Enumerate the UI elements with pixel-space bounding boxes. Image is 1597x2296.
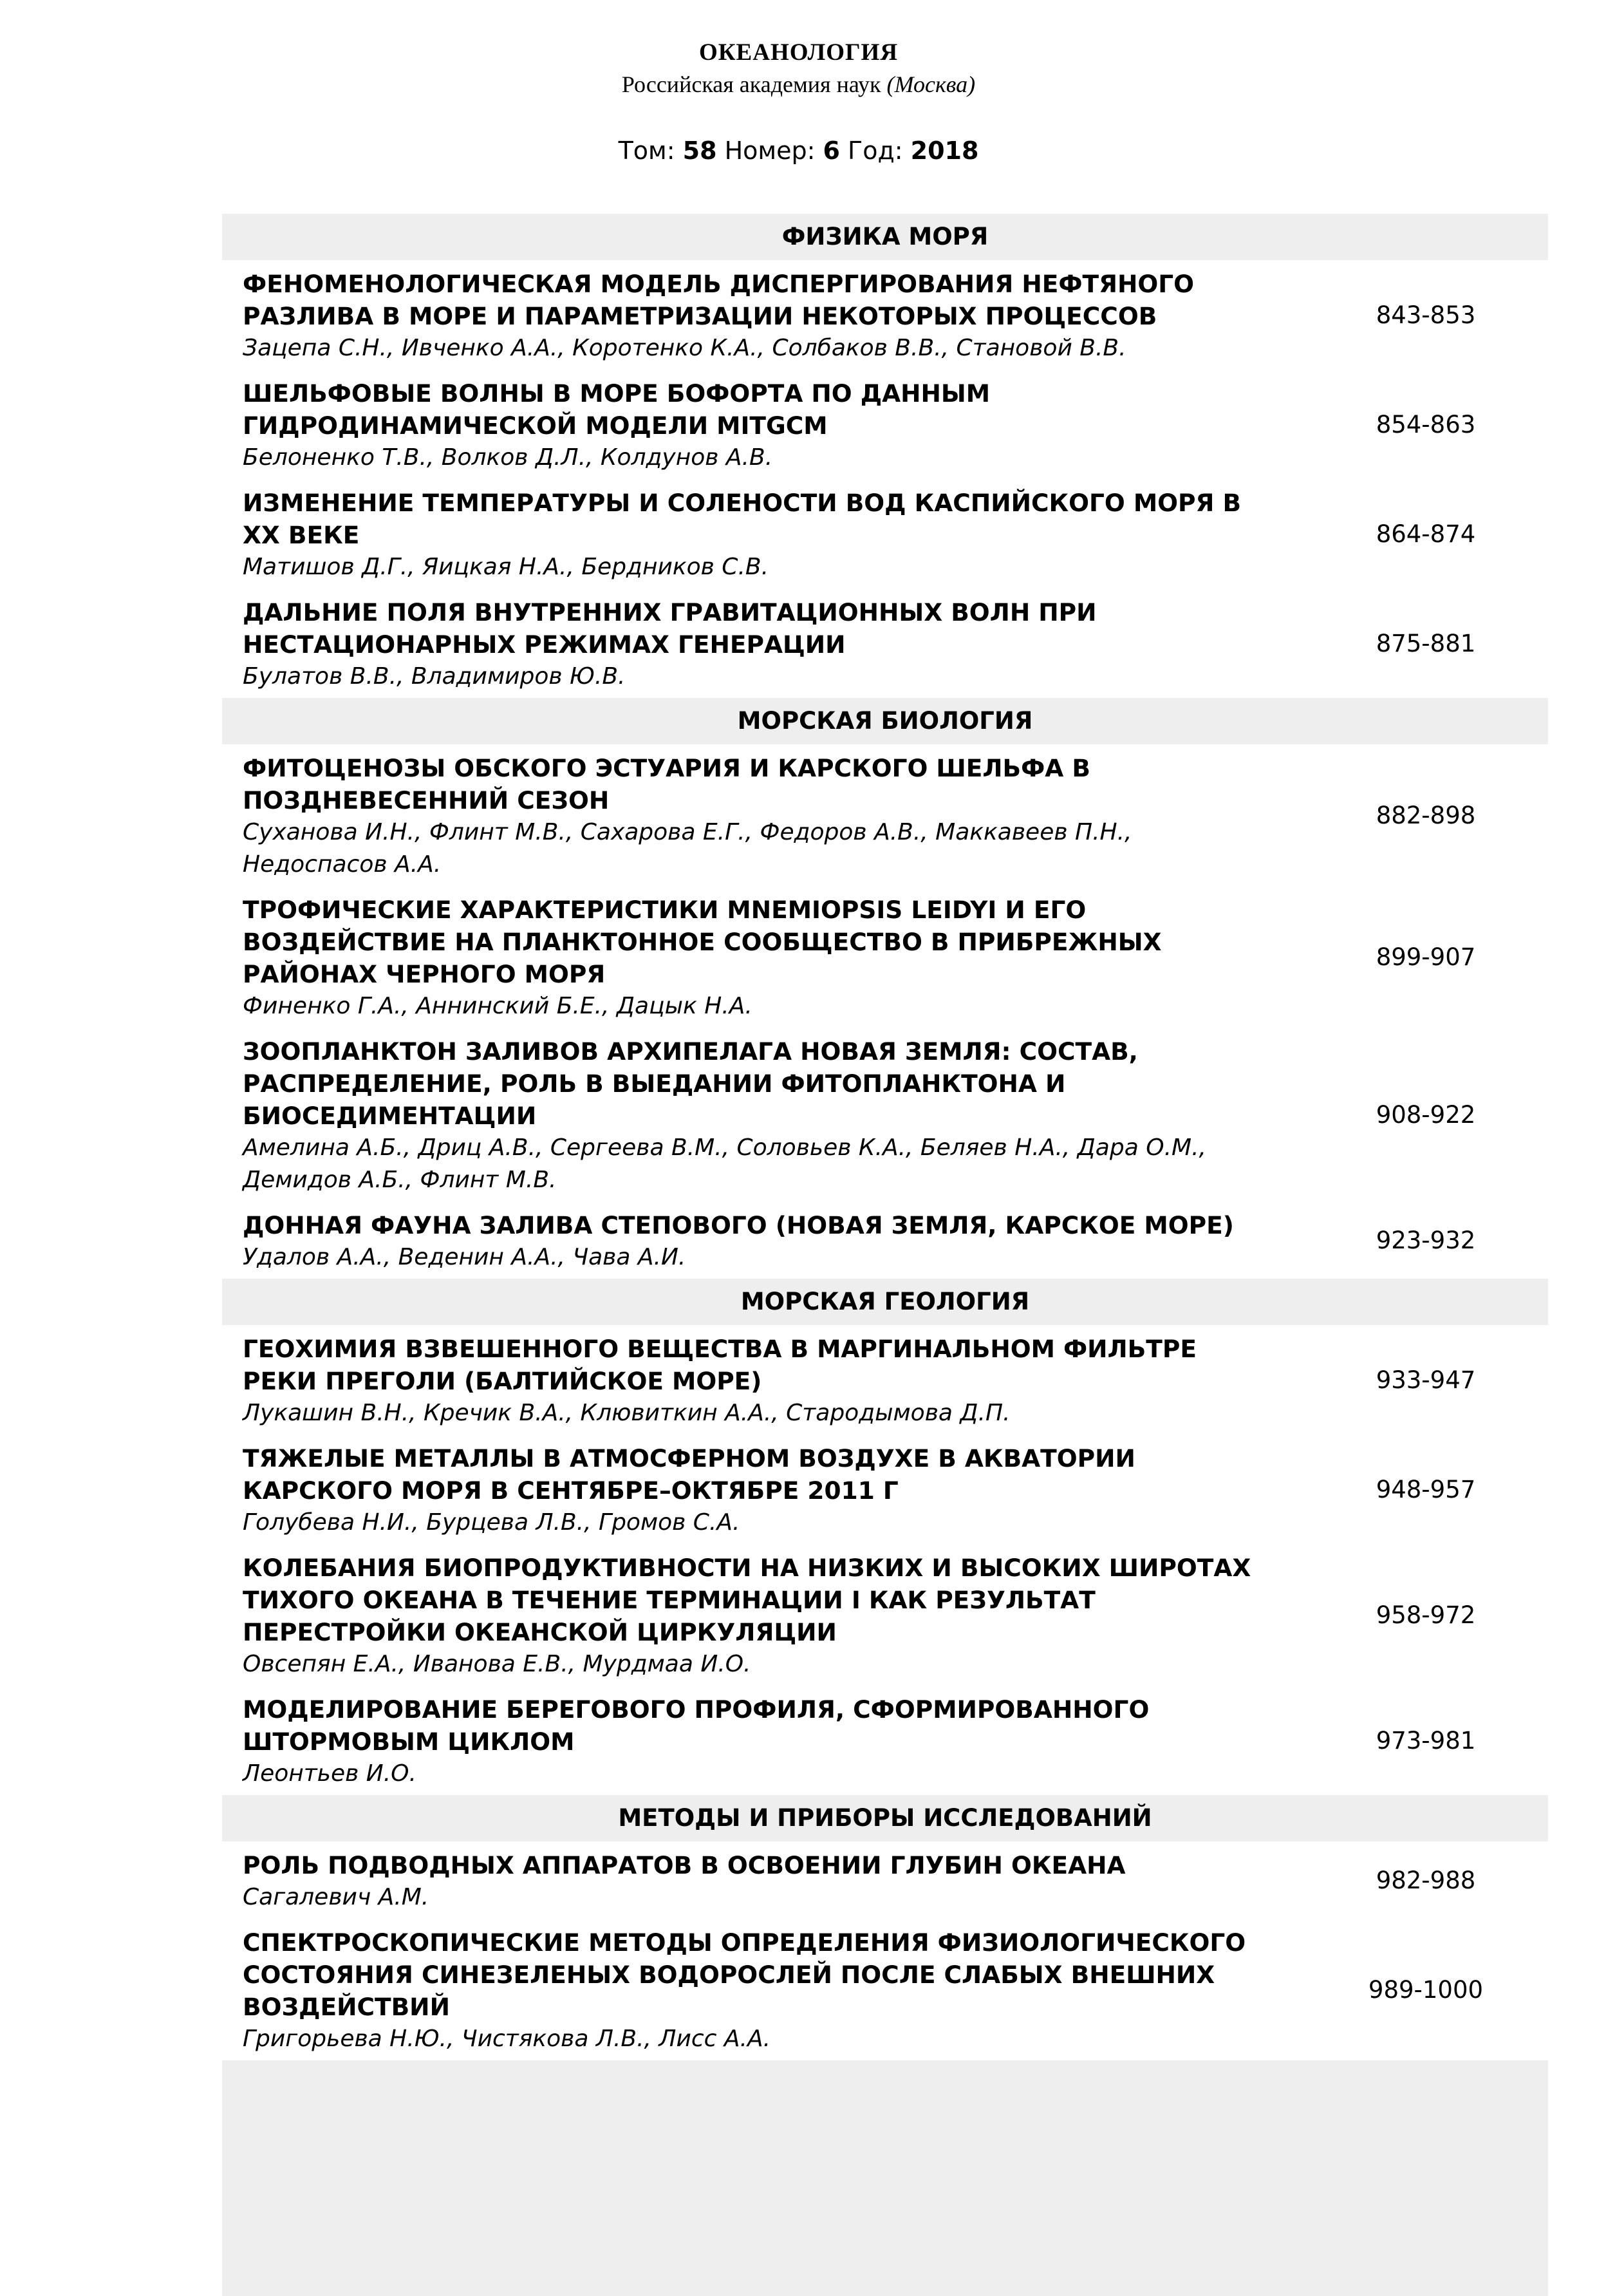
article-pages: 982-988 [1376,1866,1476,1894]
article-entry [222,1325,1548,1435]
article-title-link[interactable]: ГЕОХИМИЯ ВЗВЕШЕННОГО ВЕЩЕСТВА В МАРГИНАЛЬНОМ ФИЛЬТРЕ РЕКИ ПРЕГОЛИ (БАЛТИЙСКОЕ МОРЕ) [243,1335,1197,1395]
article-title-link[interactable]: СПЕКТРОСКОПИЧЕСКИЕ МЕТОДЫ ОПРЕДЕЛЕНИЯ ФИЗИОЛОГИЧЕСКОГО СОСТОЯНИЯ СИНЕЗЕЛЕНЫХ ВОДОРОСЛЕЙ ПОСЛЕ СЛАБЫХ ВНЕШНИХ ВОЗДЕЙСТВИЙ [243,1928,1246,2021]
article-entry [222,1028,1548,1201]
article-pages: 933-947 [1376,1366,1476,1394]
article-entry [222,370,1548,479]
article-entry [222,1435,1548,1544]
article-text [222,1028,1303,1201]
article-title-link[interactable]: МОДЕЛИРОВАНИЕ БЕРЕГОВОГО ПРОФИЛЯ, СФОРМИРОВАННОГО ШТОРМОВЫМ ЦИКЛОМ [243,1695,1150,1756]
article-pages: 908-922 [1376,1100,1476,1129]
article-entry [222,1544,1548,1686]
article-entry [222,1686,1548,1795]
section-header: МОРСКАЯ БИОЛОГИЯ [222,698,1548,744]
article-authors: Матишов Д.Г., Яицкая Н.А., Бердников С.В. [243,554,769,580]
section-header: МОРСКАЯ ГЕОЛОГИЯ [222,1279,1548,1325]
article-pages: 973-981 [1376,1726,1476,1755]
number-value: 6 [823,136,840,165]
bottom-shaded-area [222,2060,1548,2296]
volume-value: 58 [682,136,717,165]
article-text [222,1919,1303,2060]
article-title-link[interactable]: ФЕНОМЕНОЛОГИЧЕСКАЯ МОДЕЛЬ ДИСПЕРГИРОВАНИЯ НЕФТЯНОГО РАЗЛИВА В МОРЕ И ПАРАМЕТРИЗАЦИИ НЕКОТОРЫХ ПРОЦЕССОВ [243,270,1195,330]
publisher-city: (Москва) [886,71,976,97]
article-authors: Зацепа С.Н., Ивченко А.А., Коротенко К.А., Солбаков В.В., Становой В.В. [243,335,1126,361]
article-title-link[interactable]: ЗООПЛАНКТОН ЗАЛИВОВ АРХИПЕЛАГА НОВАЯ ЗЕМЛЯ: СОСТАВ, РАСПРЕДЕЛЕНИЕ, РОЛЬ В ВЫЕДАНИИ ФИТОПЛАНКТОНА И БИОСЕДИМЕНТАЦИИ [243,1037,1138,1130]
article-title-link[interactable]: ТЯЖЕЛЫЕ МЕТАЛЛЫ В АТМОСФЕРНОМ ВОЗДУХЕ В АКВАТОРИИ КАРСКОГО МОРЯ В СЕНТЯБРЕ–ОКТЯБРЕ 2011 Г [243,1444,1135,1505]
volume-label: Том: [618,136,675,165]
article-text [222,886,1303,1028]
article-pages: 958-972 [1376,1601,1476,1629]
article-authors: Булатов В.В., Владимиров Ю.В. [243,663,626,690]
article-authors: Овсепян Е.А., Иванова Е.В., Мурдмаа И.О. [243,1651,751,1677]
article-authors: Финенко Г.А., Аннинский Б.Е., Дацык Н.А. [243,993,752,1019]
publisher-line [0,71,1597,98]
article-pages: 923-932 [1376,1226,1476,1254]
article-entry [222,886,1548,1028]
section-header: МЕТОДЫ И ПРИБОРЫ ИССЛЕДОВАНИЙ [222,1795,1548,1841]
publisher-name: Российская академия наук [621,71,881,97]
article-text [222,1201,1303,1279]
article-title-link[interactable]: КОЛЕБАНИЯ БИОПРОДУКТИВНОСТИ НА НИЗКИХ И ВЫСОКИХ ШИРОТАХ ТИХОГО ОКЕАНА В ТЕЧЕНИЕ ТЕРМИНАЦИИ I КАК РЕЗУЛЬТАТ ПЕРЕСТРОЙКИ ОКЕАНСКОЙ ЦИРКУЛЯЦИИ [243,1554,1251,1646]
article-entry [222,479,1548,588]
article-title-link[interactable]: ДОННАЯ ФАУНА ЗАЛИВА СТЕПОВОГО (НОВАЯ ЗЕМЛЯ, КАРСКОЕ МОРЕ) [243,1211,1234,1239]
article-title-link[interactable]: ДАЛЬНИЕ ПОЛЯ ВНУТРЕННИХ ГРАВИТАЦИОННЫХ ВОЛН ПРИ НЕСТАЦИОНАРНЫХ РЕЖИМАХ ГЕНЕРАЦИИ [243,598,1097,659]
article-pages: 864-874 [1376,520,1476,548]
year-value: 2018 [910,136,979,165]
article-authors: Лукашин В.Н., Кречик В.А., Клювиткин А.А., Стародымова Д.П. [243,1400,1011,1426]
article-authors: Удалов А.А., Веденин А.А., Чава А.И. [243,1244,686,1270]
article-text [222,479,1303,588]
article-entry [222,744,1548,886]
article-authors: Суханова И.Н., Флинт М.В., Сахарова Е.Г., Федоров А.В., Маккавеев П.Н., Недоспасов А.А. [243,819,1132,878]
section-header: ФИЗИКА МОРЯ [222,214,1548,260]
article-authors: Леонтьев И.О. [243,1760,416,1787]
article-pages: 989-1000 [1368,1975,1484,2004]
year-label: Год: [848,136,903,165]
article-text [222,1325,1303,1435]
article-text [222,260,1303,370]
article-entry [222,260,1548,370]
article-pages: 854-863 [1376,410,1476,438]
article-authors: Голубева Н.И., Бурцева Л.В., Громов С.А. [243,1509,740,1536]
article-pages: 875-881 [1376,629,1476,657]
number-label: Номер: [724,136,816,165]
article-pages: 899-907 [1376,943,1476,971]
article-title-link[interactable]: ТРОФИЧЕСКИЕ ХАРАКТЕРИСТИКИ MNEMIOPSIS LEIDYI И ЕГО ВОЗДЕЙСТВИЕ НА ПЛАНКТОННОЕ СООБЩЕСТВО В ПРИБРЕЖНЫХ РАЙОНАХ ЧЕРНОГО МОРЯ [243,896,1162,988]
article-pages: 948-957 [1376,1475,1476,1503]
article-pages: 843-853 [1376,301,1476,329]
article-entry [222,588,1548,698]
article-title-link[interactable]: ИЗМЕНЕНИЕ ТЕМПЕРАТУРЫ И СОЛЕНОСТИ ВОД КАСПИЙСКОГО МОРЯ В XX ВЕКЕ [243,489,1242,549]
article-title-link[interactable]: ШЕЛЬФОВЫЕ ВОЛНЫ В МОРЕ БОФОРТА ПО ДАННЫМ ГИДРОДИНАМИЧЕСКОЙ МОДЕЛИ MITGCM [243,379,991,440]
article-text [222,1841,1303,1919]
issue-info [0,136,1597,165]
article-text [222,1435,1303,1544]
article-entry [222,1841,1548,1919]
article-authors: Амелина А.Б., Дриц А.В., Сергеева В.М., Соловьев К.А., Беляев Н.А., Дара О.М., Демидов А.Б., Флинт М.В. [243,1134,1206,1193]
article-pages: 882-898 [1376,801,1476,829]
article-text [222,1544,1303,1686]
article-title-link[interactable]: РОЛЬ ПОДВОДНЫХ АППАРАТОВ В ОСВОЕНИИ ГЛУБИН ОКЕАНА [243,1851,1126,1879]
article-entry [222,1919,1548,2060]
article-text [222,1686,1303,1795]
article-text [222,588,1303,698]
article-text [222,370,1303,479]
article-authors: Григорьева Н.Ю., Чистякова Л.В., Лисс А.А. [243,2026,771,2052]
table-of-contents [222,214,1548,2296]
article-text [222,744,1303,886]
journal-title: ОКЕАНОЛОГИЯ [698,39,899,66]
article-title-link[interactable]: ФИТОЦЕНОЗЫ ОБСКОГО ЭСТУАРИЯ И КАРСКОГО ШЕЛЬФА В ПОЗДНЕВЕСЕННИЙ СЕЗОН [243,754,1090,814]
article-authors: Белоненко Т.В., Волков Д.Л., Колдунов А.В. [243,444,773,471]
article-authors: Сагалевич А.М. [243,1884,429,1910]
article-entry [222,1201,1548,1279]
